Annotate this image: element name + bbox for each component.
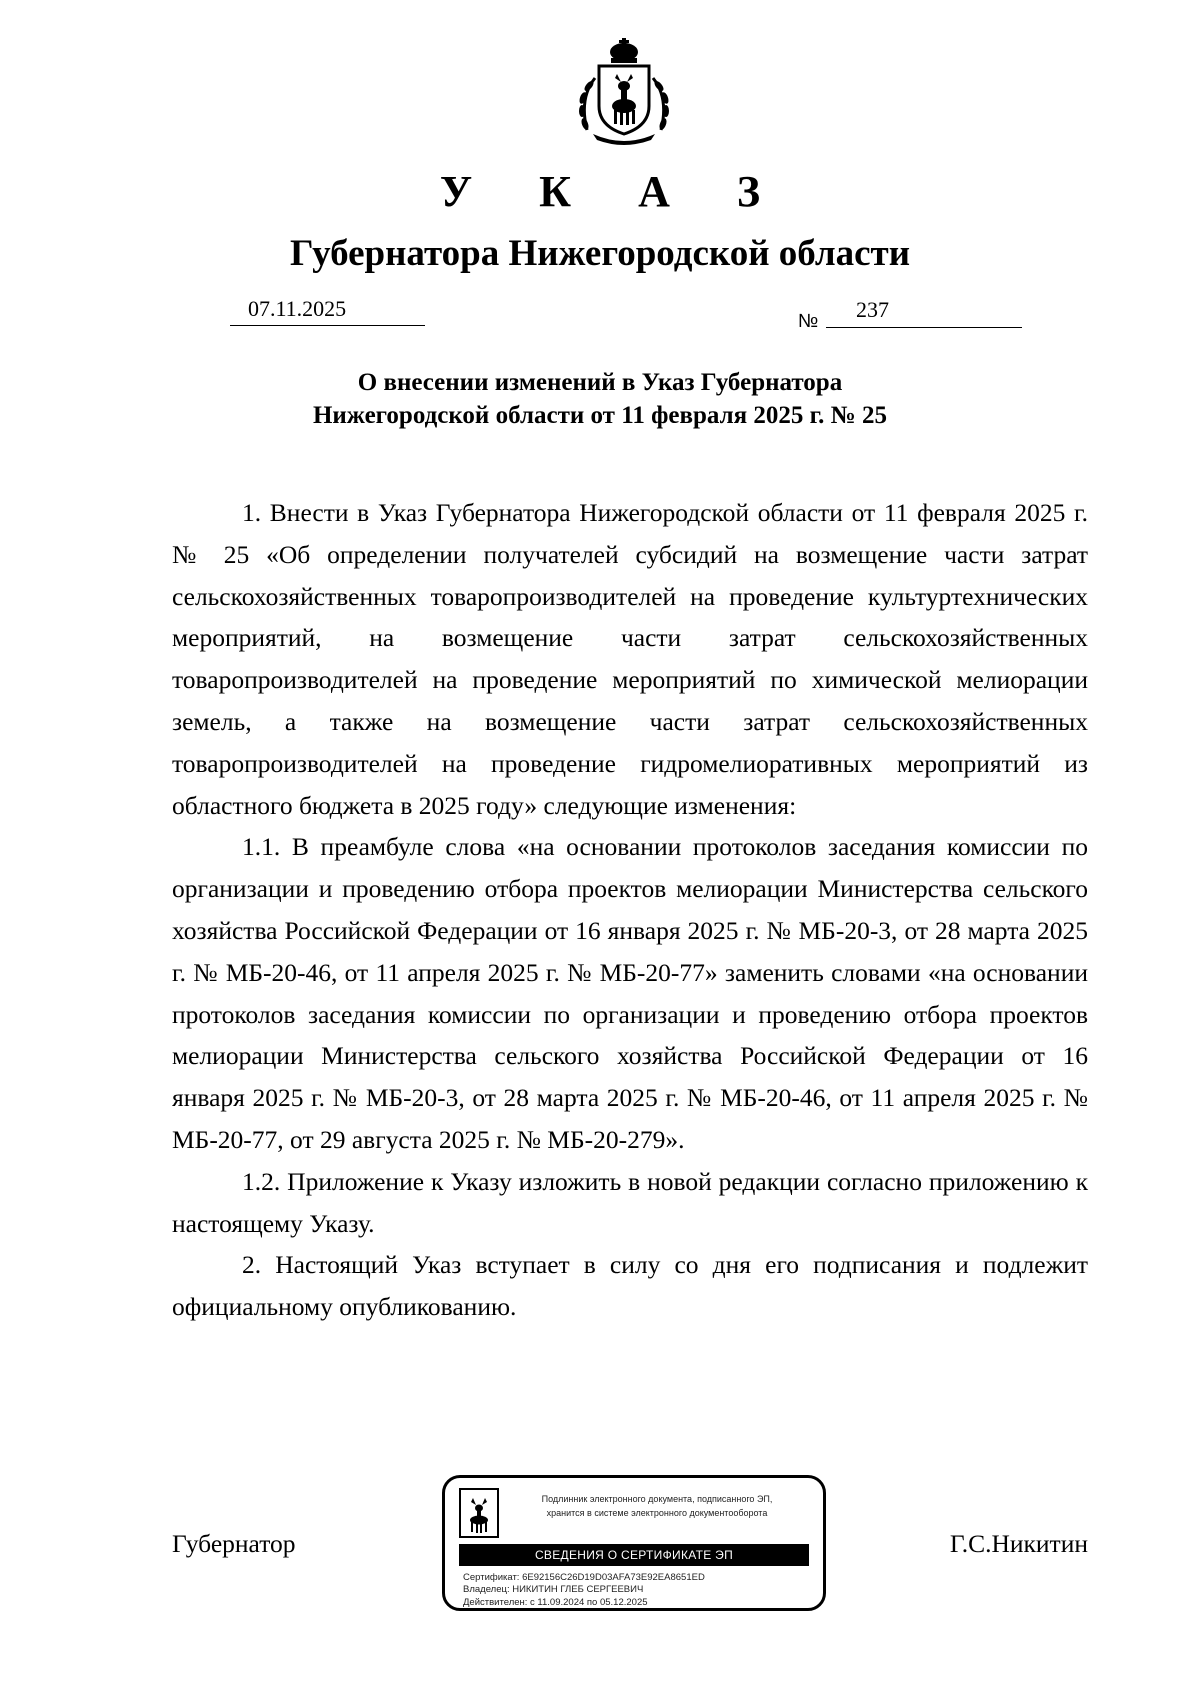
heading-line: О внесении изменений в Указ Губернатора (357, 369, 843, 396)
stamp-note-line: хранится в системе электронного документооборота (546, 1508, 768, 1518)
certificate-validity: Действителен: с 11.09.2024 по 05.12.2025 (463, 1596, 648, 1608)
stamp-note-line: Подлинник электронного документа, подписанного ЭП, (541, 1494, 773, 1504)
paragraph: 1. Внести в Указ Губернатора Нижегородской области от 11 февраля 2025 г. № 25 «Об определении получателей субсидий на возмещение части затрат сельскохозяйственных товаропроизводителей на проведение культуртехнических мероприятий, на возмещение части затрат сельскохозяйственных товаропроизводителей на проведение мероприятий по химической мелиорации земель, а также на возмещение части затрат сельскохозяйственных товаропроизводителей на проведение гидромелиоративных мероприятий из областного бюджета в 2025 году» следующие изменения: (172, 498, 1088, 820)
certificate-details (463, 1572, 705, 1609)
signatory-position: Губернатор (172, 1529, 296, 1558)
certificate-serial: Сертификат: 6E92156C26D19D03AFA73E92EA8651ED (463, 1572, 705, 1583)
paragraph: 1.1. В преамбуле слова «на основании протоколов заседания комиссии по организации и проведению отбора проектов мелиорации Министерства сельского хозяйства Российской Федерации от 16 января 2025 г. № МБ-20-3, от 28 марта 2025 г. № МБ-20-46, от 11 апреля 2025 г. № МБ-20-77» заменить словами «на основании протоколов заседания комиссии по организации и проведению отбора проектов мелиорации Министерства сельского хозяйства Российской Федерации от 16 января 2025 г. № МБ-20-3, от 28 марта 2025 г. № МБ-20-46, от 11 апреля 2025 г. № МБ-20-77, от 29 августа 2025 г. № МБ-20-279». (172, 832, 1088, 1154)
document-type-title: У К А З (439, 167, 789, 216)
date-underline (230, 325, 425, 326)
deer-emblem-icon (459, 1488, 499, 1538)
certificate-info-bar: СВЕДЕНИЯ О СЕРТИФИКАТЕ ЭП (459, 1544, 809, 1566)
document-body (172, 492, 1088, 1328)
stamp-note (507, 1492, 807, 1520)
paragraph: 1.2. Приложение к Указу изложить в новой редакции согласно приложению к настоящему Указу. (172, 1166, 1088, 1238)
issuer-subtitle: Губернатора Нижегородской области (289, 233, 911, 274)
coat-of-arms-icon (565, 38, 683, 148)
document-date: 07.11.2025 (248, 296, 347, 321)
number-sign: № (798, 311, 819, 332)
certificate-owner: Владелец: НИКИТИН ГЛЕБ СЕРГЕЕВИЧ (463, 1584, 644, 1596)
paragraph: 2. Настоящий Указ вступает в силу со дня его подписания и подлежит официальному опубликованию. (172, 1250, 1088, 1322)
document-number: 237 (856, 297, 889, 322)
number-underline (826, 327, 1022, 328)
signatory-name: Г.С.Никитин (949, 1529, 1088, 1558)
electronic-signature-stamp (442, 1475, 826, 1611)
document-heading (0, 366, 1200, 432)
heading-line: Нижегородской области от 11 февраля 2025 г. № 25 (312, 402, 888, 429)
